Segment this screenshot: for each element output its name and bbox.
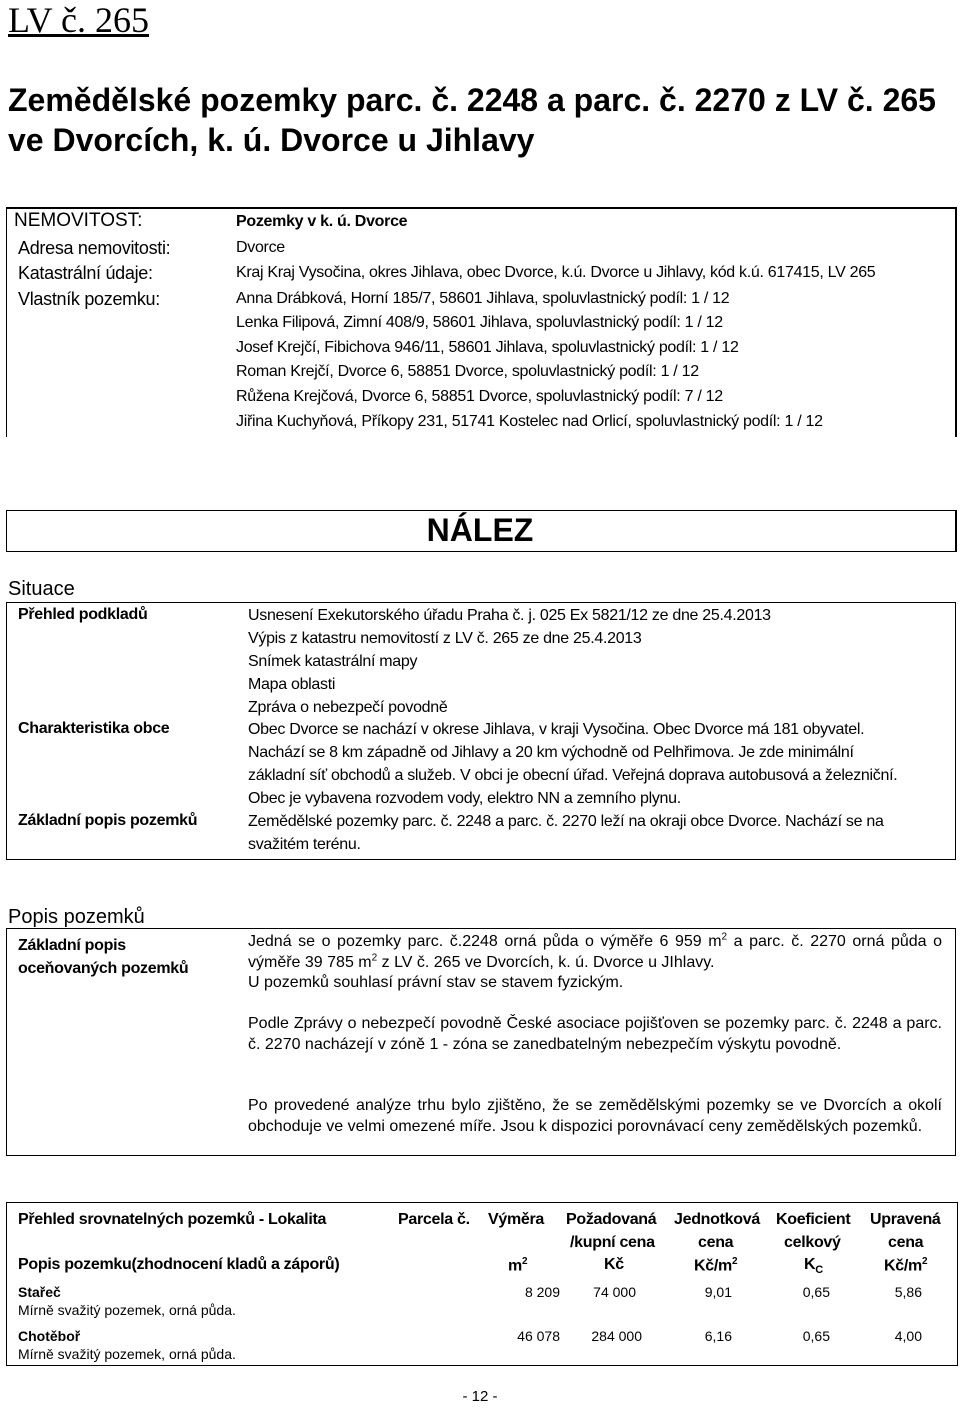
podklady-item: Zpráva o nebezpečí povodně (248, 699, 448, 716)
header-price-unit: Kč (604, 1256, 624, 1273)
address-label: Adresa nemovitosti: (18, 238, 171, 258)
header-coefficient-symbol (804, 1256, 823, 1276)
header-area-unit (508, 1256, 527, 1275)
obec-label: Charakteristika obce (18, 720, 170, 737)
zakladni-text (248, 810, 884, 856)
owner-line: Anna Drábková, Horní 185/7, 58601 Jihlava, spoluvlastnický podíl: 1 / 12 (236, 290, 730, 307)
header-coefficient: Koeficient (776, 1211, 851, 1228)
header-adjusted-unit (884, 1256, 927, 1275)
row-coefficient: 0,65 (802, 1328, 830, 1344)
obec-line: základní síť obchodů a služeb. V obci je obecní úřad. Veřejná doprava autobusová a železniční. (248, 767, 898, 784)
row-adjusted: 4,00 (894, 1328, 922, 1344)
popis-paragraph-1 (248, 932, 942, 994)
property-header-label: NEMOVITOST: (14, 210, 143, 231)
header-area: Výměra (488, 1211, 545, 1228)
owner-line: Růžena Krejčová, Dvorce 6, 58851 Dvorce, spoluvlastnický podíl: 7 / 12 (236, 388, 723, 405)
obec-text (248, 718, 897, 810)
row-name: Stařeč (18, 1284, 61, 1300)
row-price: 284 000 (591, 1328, 642, 1344)
owner-line: Roman Krejčí, Dvorce 6, 58851 Dvorce, spoluvlastnický podíl: 1 / 12 (236, 363, 699, 380)
podklady-item: Mapa oblasti (248, 676, 336, 693)
document-title (8, 80, 948, 160)
row-name: Chotěboř (18, 1328, 81, 1344)
owner-line: Jiřina Kuchyňová, Příkopy 231, 51741 Kostelec nad Orlicí, spoluvlastnický podíl: 1 / 12 (236, 413, 823, 430)
popis-heading: Popis pozemků (8, 906, 145, 928)
header-adjusted-2: cena (888, 1234, 924, 1251)
header-unit-text: Kč/m (694, 1257, 732, 1275)
podklady-label: Přehled podkladů (18, 606, 148, 623)
row-description: Mírně svažitý pozemek, orná půda. (18, 1346, 236, 1362)
nalez-heading: NÁLEZ (426, 512, 534, 548)
header-area-unit-text: m (508, 1257, 522, 1275)
owner-line: Lenka Filipová, Zimní 408/9, 58601 Jihlava, spoluvlastnický podíl: 1 / 12 (236, 314, 723, 331)
popis-p1-sup: 2 (371, 952, 378, 964)
cadastral-label: Katastrální údaje: (18, 263, 153, 283)
situace-heading: Situace (8, 578, 75, 600)
header-locality: Přehled srovnatelných pozemků - Lokalita (18, 1211, 327, 1228)
row-unit-price: 9,01 (704, 1284, 732, 1300)
row-description: Mírně svažitý pozemek, orná půda. (18, 1302, 236, 1318)
lv-title: LV č. 265 (8, 0, 150, 40)
popis-label (18, 934, 188, 980)
address-value: Dvorce (236, 239, 285, 256)
popis-p1-text: Jedná se o pozemky parc. č.2248 orná půda o výměře 6 959 m (248, 933, 722, 950)
header-parcel: Parcela č. (398, 1211, 470, 1228)
zakladni-line: svažitém terénu. (248, 836, 361, 853)
header-unit-sup: 2 (731, 1256, 738, 1267)
zakladni-line: Zemědělské pozemky parc. č. 2248 a parc. č. 2270 leží na okraji obce Dvorce. Nachází se na (248, 813, 884, 830)
page-number: - 12 - (462, 1388, 498, 1405)
header-coef-text: K (804, 1256, 816, 1273)
header-coefficient-2: celkový (784, 1234, 841, 1251)
header-unit-price-2: cena (698, 1234, 734, 1251)
header-description: Popis pozemku(zhodnocení kladů a záporů) (18, 1256, 340, 1273)
popis-label-line-2: oceňovaných pozemků (18, 960, 189, 977)
owner-line: Josef Krejčí, Fibichova 946/11, 58601 Jihlava, spoluvlastnický podíl: 1 / 12 (236, 339, 739, 356)
document-title-line-1: Zemědělské pozemky parc. č. 2248 a parc. č. 2270 z LV č. 265 (8, 82, 936, 118)
header-area-unit-sup: 2 (521, 1256, 528, 1267)
cadastral-value: Kraj Kraj Vysočina, okres Jihlava, obec Dvorce, k.ú. Dvorce u Jihlavy, kód k.ú. 617415, LV 265 (236, 264, 876, 281)
podklady-item: Usnesení Exekutorského úřadu Praha č. j. 025 Ex 5821/12 ze dne 25.4.2013 (248, 607, 771, 624)
podklady-list (248, 604, 771, 719)
document-title-line-2: ve Dvorcích, k. ú. Dvorce u Jihlavy (8, 122, 535, 158)
owner-label: Vlastník pozemku: (18, 289, 160, 309)
header-coef-sub: C (815, 1264, 823, 1277)
popis-paragraph-3: Po provedené analýze trhu bylo zjištěno, že se zemědělskými pozemky se ve Dvorcích a okolí obchoduje ve velmi omezené míře. Jsou k dispozici porovnávací ceny zemědělských pozemků. (248, 1097, 942, 1135)
header-adj-sup: 2 (921, 1256, 928, 1267)
popis-p1-sup: 2 (721, 931, 728, 943)
obec-line: Nachází se 8 km západně od Jihlavy a 20 km východně od Pelhřimova. Je zde minimální (248, 744, 854, 761)
popis-p1-text: z LV č. 265 ve Dvorcích, k. ú. Dvorce u JIhlavy. (377, 953, 715, 971)
header-price-2: /kupní cena (570, 1234, 655, 1251)
row-area: 46 078 (517, 1328, 560, 1344)
header-unit-price: Jednotková (674, 1211, 760, 1228)
obec-line: Obec Dvorce se nachází v okrese Jihlava, v kraji Vysočina. Obec Dvorce má 181 obyvatel. (248, 721, 865, 738)
podklady-item: Snímek katastrální mapy (248, 653, 418, 670)
header-unit-price-unit (694, 1256, 737, 1275)
popis-label-line-1: Základní popis (18, 937, 126, 954)
popis-p1-last: U pozemků souhlasí právní stav se stavem fyzickým. (248, 974, 624, 991)
header-adj-text: Kč/m (884, 1257, 922, 1275)
obec-line: Obec je vybavena rozvodem vody, elektro NN a zemního plynu. (248, 790, 681, 807)
row-unit-price: 6,16 (704, 1328, 732, 1344)
row-adjusted: 5,86 (894, 1284, 922, 1300)
popis-paragraph-2: Podle Zprávy o nebezpečí povodně České asociace pojišťoven se pozemky parc. č. 2248 a parc. č. 2270 nacházejí v zóně 1 - zóna se zanedbatelným nebezpečím výskytu povodně. (248, 1015, 942, 1053)
zakladni-label: Základní popis pozemků (18, 812, 198, 829)
row-coefficient: 0,65 (802, 1284, 830, 1300)
podklady-item: Výpis z katastru nemovitostí z LV č. 265 ze dne 25.4.2013 (248, 630, 642, 647)
popis-p1-text: a parc. č. 2270 orná půda o výměře 39 785 m (248, 933, 942, 971)
header-price: Požadovaná (566, 1211, 657, 1228)
row-price: 74 000 (593, 1284, 636, 1300)
property-header-value: Pozemky v k. ú. Dvorce (236, 213, 408, 230)
row-area: 8 209 (524, 1284, 560, 1300)
header-adjusted: Upravená (870, 1211, 941, 1228)
